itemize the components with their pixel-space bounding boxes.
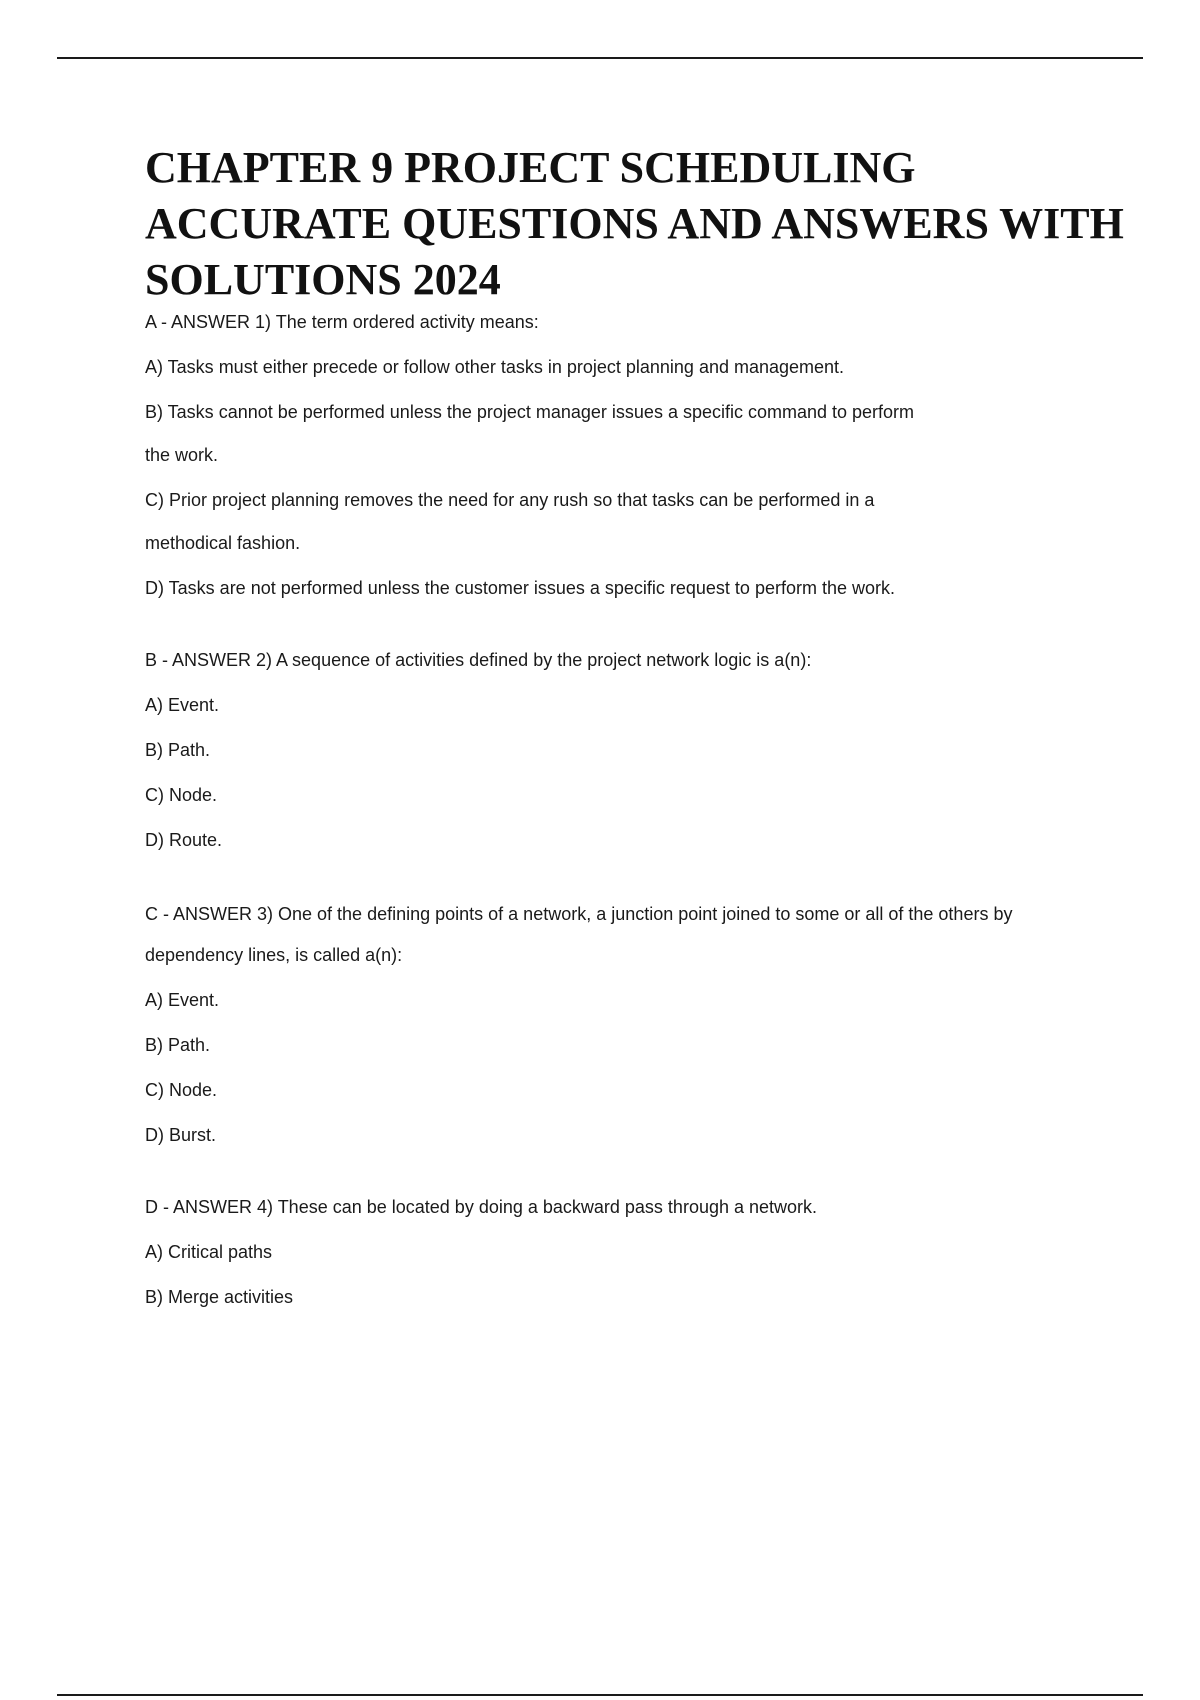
top-rule: [57, 57, 1143, 59]
answer-option: A) Critical paths: [145, 1242, 273, 1262]
answer-option: B) Path.: [145, 1035, 211, 1055]
question-3: [145, 900, 1065, 1147]
answer-option-continuation: methodical fashion.: [145, 533, 301, 553]
question-2: [145, 648, 1065, 852]
answer-option: B) Tasks cannot be performed unless the project manager issues a specific command to perform: [145, 402, 915, 422]
answer-option: C) Node.: [145, 785, 218, 805]
question-header: B - ANSWER 2) A sequence of activities defined by the project network logic is a(n):: [145, 650, 812, 670]
answer-option-continuation: the work.: [145, 445, 219, 465]
answer-option: D) Burst.: [145, 1125, 217, 1145]
page-title: CHAPTER 9 PROJECT SCHEDULING ACCURATE QUESTIONS AND ANSWERS WITH SOLUTIONS 2024: [145, 143, 1124, 304]
answer-option: B) Merge activities: [145, 1287, 294, 1307]
question-header: D - ANSWER 4) These can be located by doing a backward pass through a network.: [145, 1197, 818, 1217]
answer-option: A) Tasks must either precede or follow other tasks in project planning and management.: [145, 357, 845, 377]
question-1: [145, 310, 1065, 600]
answer-option: A) Event.: [145, 990, 220, 1010]
answer-option: C) Prior project planning removes the need for any rush so that tasks can be performed in a: [145, 490, 875, 510]
question-header: A - ANSWER 1) The term ordered activity means:: [145, 312, 539, 332]
answer-option: B) Path.: [145, 740, 211, 760]
answer-option: D) Route.: [145, 830, 223, 850]
question-4: [145, 1195, 1065, 1309]
answer-option: D) Tasks are not performed unless the customer issues a specific request to perform the work.: [145, 578, 895, 598]
question-header: C - ANSWER 3) One of the defining points of a network, a junction point joined to some or all of the others by: [145, 904, 1013, 924]
question-continuation: dependency lines, is called a(n):: [145, 945, 403, 965]
answer-option: C) Node.: [145, 1080, 218, 1100]
answer-option: A) Event.: [145, 695, 220, 715]
bottom-rule: [57, 1694, 1143, 1696]
question-list: [145, 310, 1065, 1330]
